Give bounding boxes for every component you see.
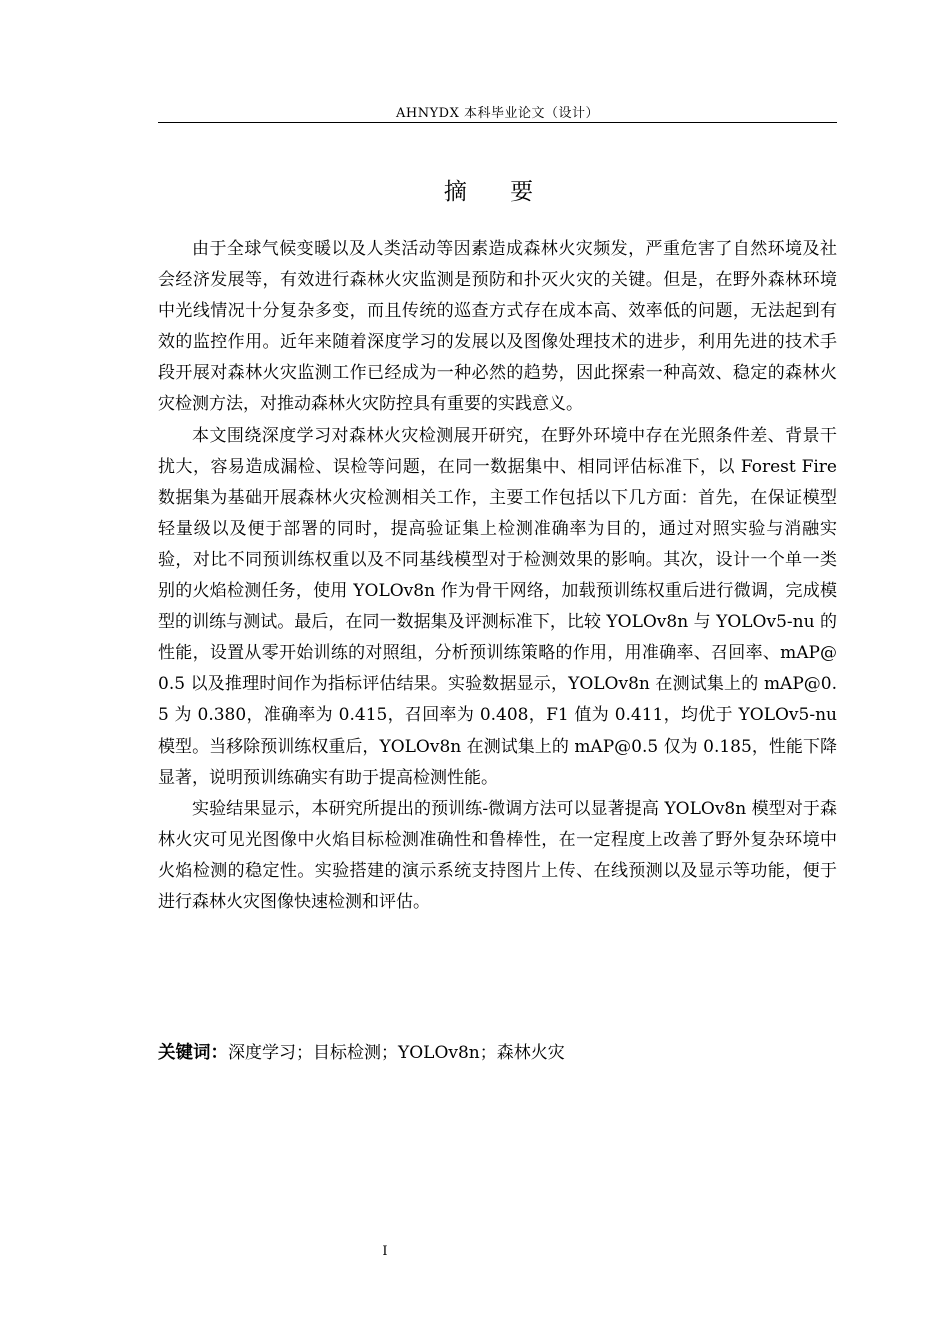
- abstract-paragraph-2: 本文围绕深度学习对森林火灾检测展开研究，在野外环境中存在光照条件差、背景干扰大，容易造成漏检、误检等问题，在同一数据集中、相同评估标准下，以 Forest Fire 数据集为基础开展森林火灾检测相关工作，主要工作包括以下几方面：首先，在保证模型轻量级以及便于部署的同时，提高验证集上检测准确率为目的，通过对照实验与消融实验，对比不同预训练权重以及不同基线模型对于检测效果的影响。其次，设计一个单一类别的火焰检测任务，使用 YOLOv8n 作为骨干网络，加载预训练权重后进行微调，完成模型的训练与测试。最后，在同一数据集及评测标准下，比较 YOLOv8n 与 YOLOv5-nu 的性能，设置从零开始训练的对照组，分析预训练策略的作用，用准确率、召回率、mAP@0.5 以及推理时间作为指标评估结果。实验数据显示，YOLOv8n 在测试集上的 mAP@0.5 为 0.380，准确率为 0.415，召回率为 0.408，F1 值为 0.411，均优于 YOLOv5-nu 模型。当移除预训练权重后，YOLOv8n 在测试集上的 mAP@0.5 仅为 0.185，性能下降显著，说明预训练确实有助于提高检测性能。: [158, 425, 837, 788]
- abstract-title: 摘 要: [443, 179, 552, 205]
- keywords-line: [158, 1040, 837, 1066]
- abstract-paragraph-1: 由于全球气候变暖以及人类活动等因素造成森林火灾频发，严重危害了自然环境及社会经济发展等，有效进行森林火灾监测是预防和扑灭火灾的关键。但是，在野外森林环境中光线情况十分复杂多变，而且传统的巡查方式存在成本高、效率低的问题，无法起到有效的监控作用。近年来随着深度学习的发展以及图像处理技术的进步，利用先进的技术手段开展对森林火灾监测工作已经成为一种必然的趋势，因此探索一种高效、稳定的森林火灾检测方法，对推动森林火灾防控具有重要的实践意义。: [158, 239, 837, 415]
- page-number: I: [382, 1244, 388, 1259]
- running-header: AHNYDX 本科毕业论文（设计）: [396, 106, 599, 121]
- header-rule: [158, 122, 837, 123]
- keywords-label: 关键词：: [158, 1043, 228, 1063]
- abstract-body: [158, 234, 837, 918]
- keywords-text: 深度学习；目标检测；YOLOv8n；森林火灾: [228, 1043, 565, 1063]
- abstract-paragraph-3: 实验结果显示，本研究所提出的预训练-微调方法可以显著提高 YOLOv8n 模型对于森林火灾可见光图像中火焰目标检测准确性和鲁棒性，在一定程度上改善了野外复杂环境中火焰检测的稳定性。实验搭建的演示系统支持图片上传、在线预测以及显示等功能，便于进行森林火灾图像快速检测和评估。: [158, 798, 837, 912]
